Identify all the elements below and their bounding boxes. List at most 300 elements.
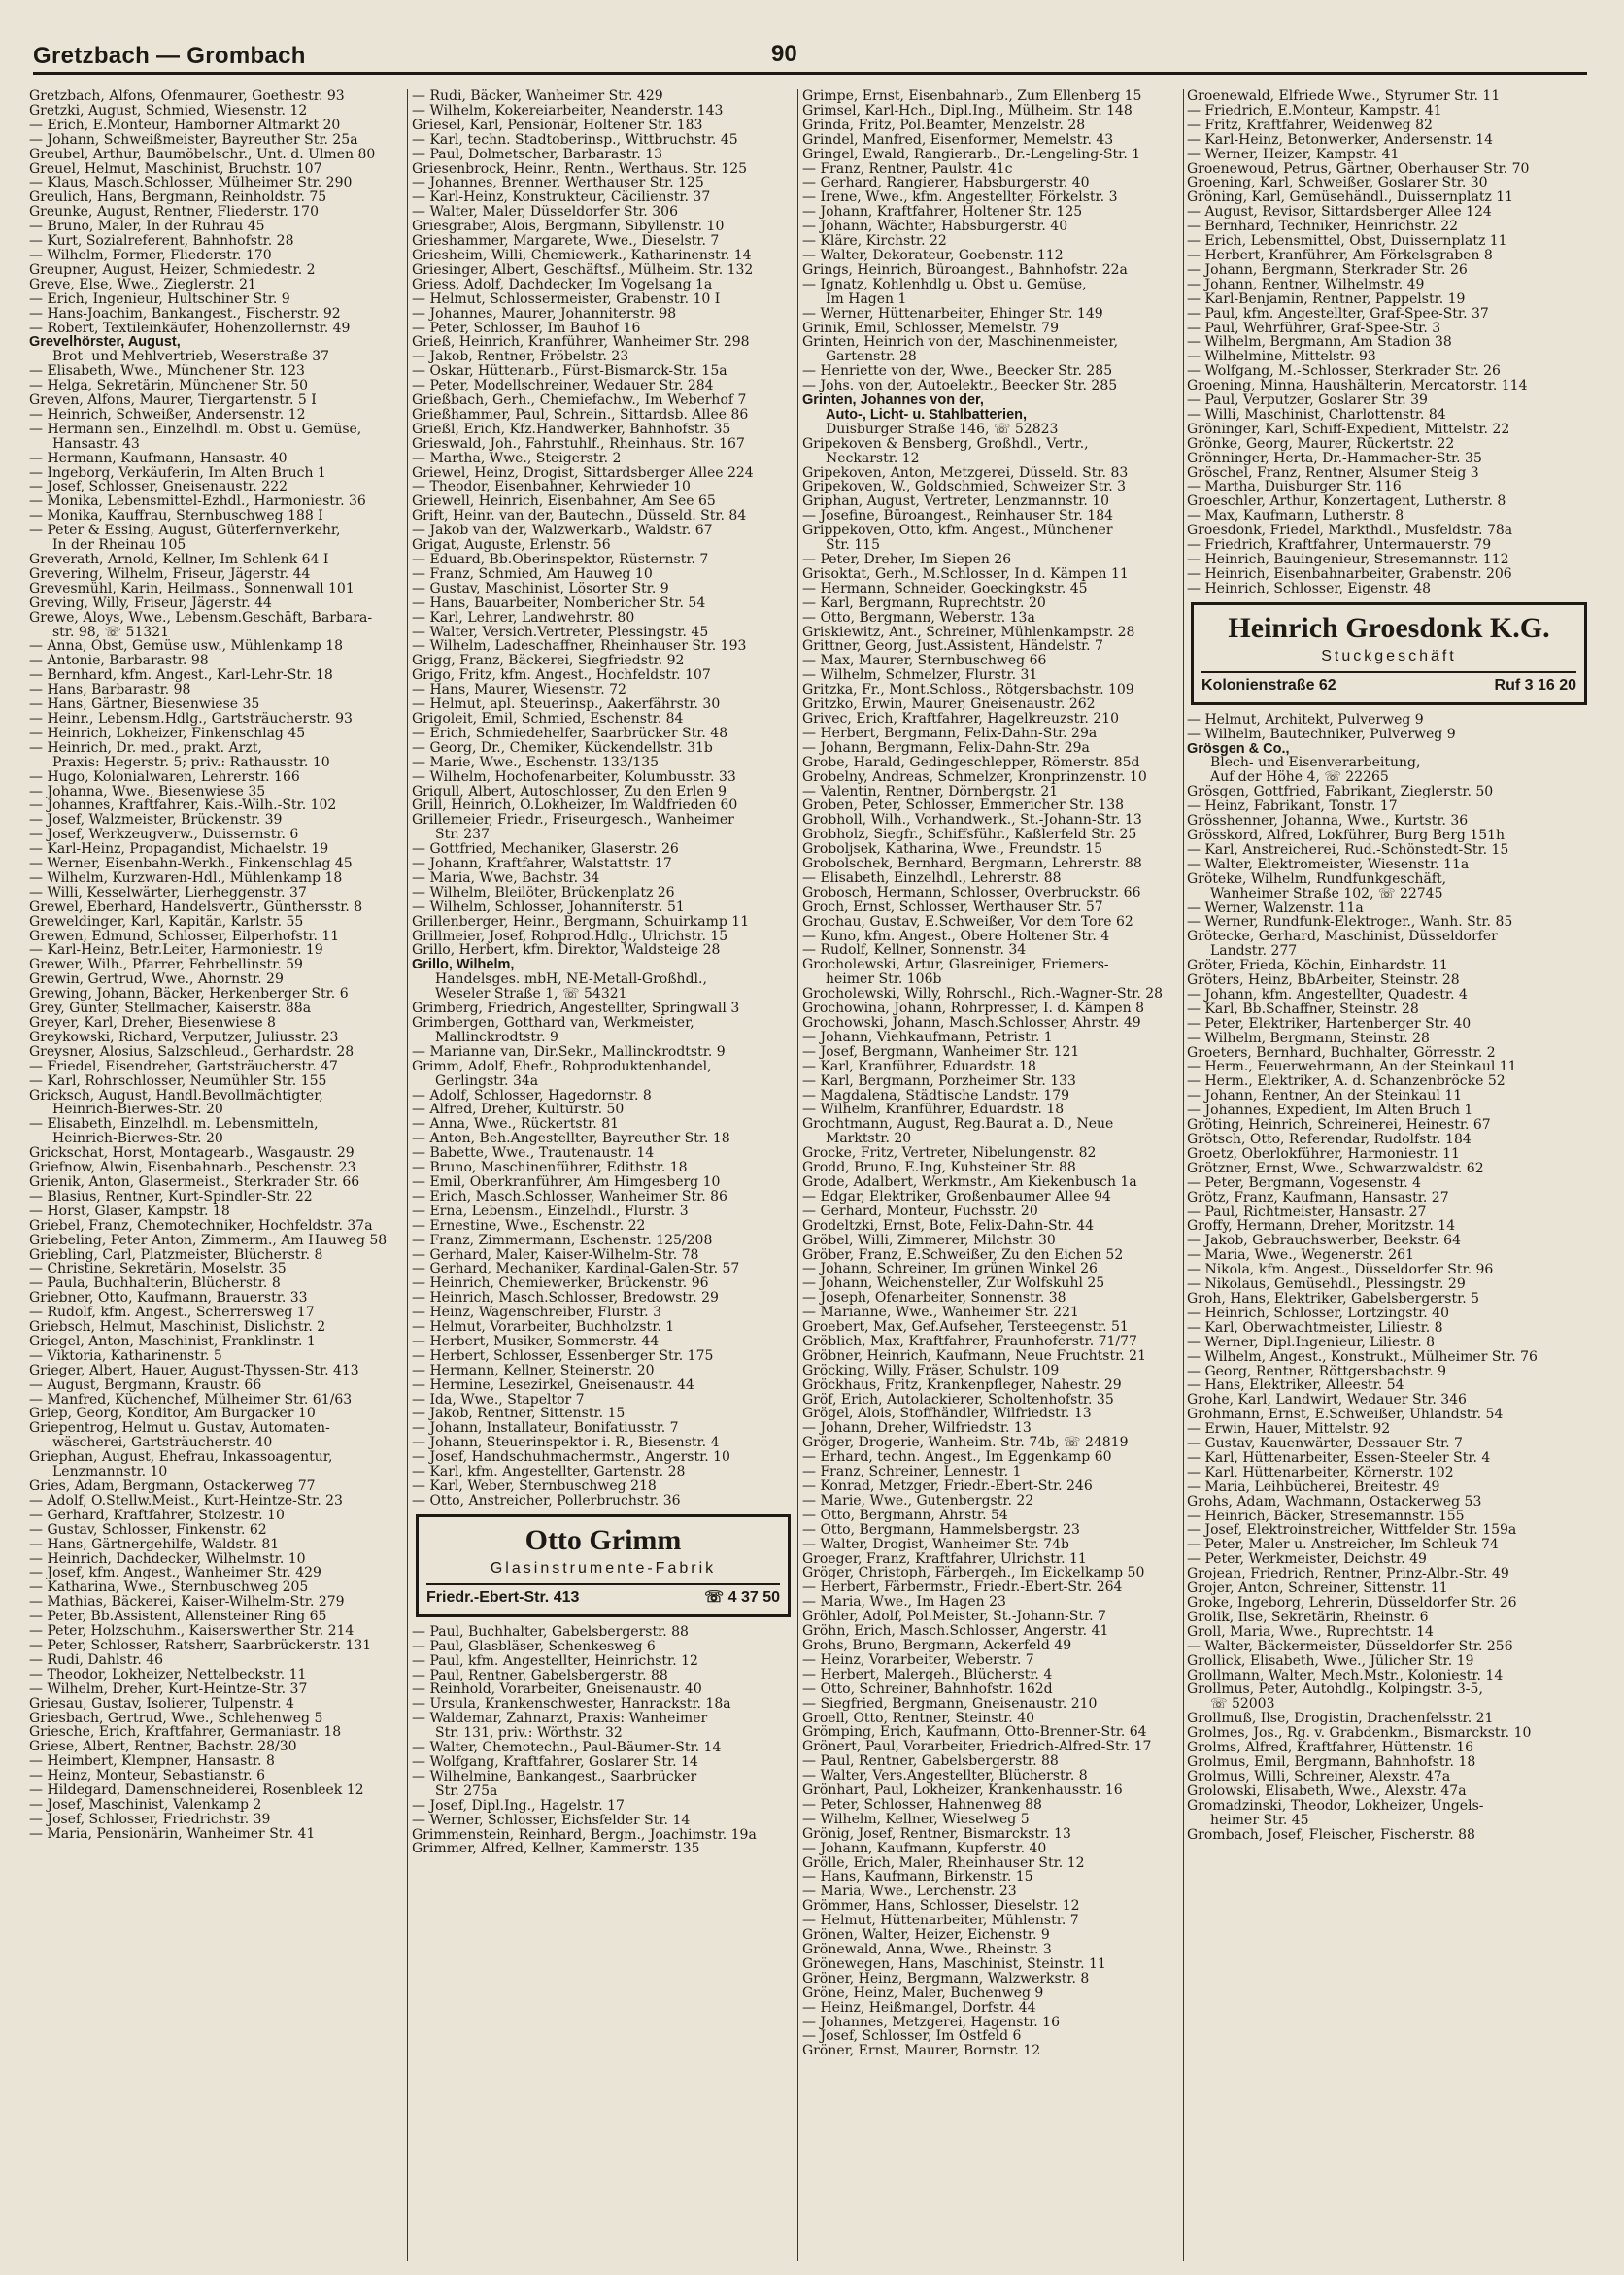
directory-entry: — Valentin, Rentner, Dörnbergstr. 21 <box>802 784 1059 799</box>
directory-entry: — Wilhelm, Hochofenarbeiter, Kolumbusstr. 33 <box>412 769 736 785</box>
ad-company-subtitle: Stuckgeschäft <box>1321 647 1457 664</box>
directory-entry: — Werner, Hüttenarbeiter, Ehinger Str. 149 <box>802 306 1103 322</box>
directory-entry: — Wilhelm, Bautechniker, Pulverweg 9 <box>1187 727 1456 742</box>
directory-entry: — Kläre, Kirchstr. 22 <box>802 234 947 249</box>
directory-entry: Griesgraber, Alois, Bergmann, Sibyllenstr. 10 <box>412 220 725 235</box>
ad-company-subtitle: Glasinstrumente-Fabrik <box>490 1559 717 1577</box>
directory-entry: — Johann, kfm. Angestellter, Quadestr. 4 <box>1187 987 1468 1002</box>
directory-entry: — Heinrich, Schlosser, Lortzingstr. 40 <box>1187 1306 1449 1321</box>
directory-entry: — Johann, Steuerinspektor i. R., Biesenstr. 4 <box>412 1436 720 1451</box>
ad-company-name: Heinrich Groesdonk K.G. <box>1228 611 1550 644</box>
directory-entry: Grötz, Franz, Kaufmann, Hansastr. 27 <box>1187 1190 1449 1205</box>
directory-entry: Grill, Heinrich, O.Lokheizer, Im Waldfrieden 60 <box>412 798 738 814</box>
directory-entry: Griewell, Heinrich, Eisenbahner, Am See 65 <box>412 494 716 510</box>
directory-entry: — Elisabeth, Wwe., Münchener Str. 123 <box>29 364 305 380</box>
directory-entry: — Hans-Joachim, Bankangest., Fischerstr. 92 <box>29 306 341 322</box>
directory-entry: — Theodor, Lokheizer, Nettelbeckstr. 11 <box>29 1667 307 1682</box>
directory-entry: — Karl, Rohrschlosser, Neumühler Str. 155 <box>29 1073 327 1089</box>
directory-entry: — Josef, Schlosser, Gneisenaustr. 222 <box>29 480 288 495</box>
directory-entry: — Wilhelmine, Bankangest., Saarbrücker <box>412 1769 697 1784</box>
directory-entry: — Helmut, Schlossermeister, Grabenstr. 10 I <box>412 291 721 307</box>
directory-entry: Grocke, Fritz, Vertreter, Nibelungenstr. 82 <box>802 1146 1097 1162</box>
directory-entry: — Hermann sen., Einzelhdl. m. Obst u. Gemüse, <box>29 422 362 437</box>
ad-address: Friedr.-Ebert-Str. 413 <box>426 1588 580 1606</box>
directory-entry: Heinrich-Bierwes-Str. 20 <box>52 1103 223 1118</box>
directory-entry: — Blasius, Rentner, Kurt-Spindler-Str. 22 <box>29 1189 313 1205</box>
directory-entry: Groell, Otto, Rentner, Steinstr. 40 <box>802 1711 1035 1726</box>
directory-entry: Grinik, Emil, Schlosser, Memelstr. 79 <box>802 321 1059 336</box>
directory-entry: Gröger, Drogerie, Wanheim. Str. 74b, ☏ 24819 <box>802 1436 1129 1451</box>
directory-entry: Grodd, Bruno, E.Ing, Kuhsteiner Str. 88 <box>802 1161 1076 1175</box>
directory-entry: Groening, Karl, Schweißer, Goslarer Str. 30 <box>1187 176 1488 191</box>
directory-entry: — Kuno, kfm. Angest., Obere Holtener Str. 4 <box>802 929 1110 944</box>
directory-entry: — Otto, Anstreicher, Pollerbruchstr. 36 <box>412 1493 681 1509</box>
directory-entry: Grohe, Karl, Landwirt, Wedauer Str. 346 <box>1187 1393 1467 1409</box>
directory-entry: Grobe, Harald, Gedingeschlepper, Römerstr. 85d <box>802 755 1140 770</box>
directory-entry: Grollmann, Walter, Mech.Mstr., Koloniestr. 14 <box>1187 1668 1504 1683</box>
directory-entry: — Heinz, Wagenschreiber, Flurstr. 3 <box>412 1306 661 1321</box>
directory-entry: — Alfred, Dreher, Kulturstr. 50 <box>412 1103 625 1118</box>
directory-entry: — Heinz, Heißmangel, Dorfstr. 44 <box>802 2000 1036 2016</box>
directory-entry: Grigull, Albert, Autoschlosser, Zu den Erlen 9 <box>412 784 727 799</box>
directory-entry: Griesbach, Gertrud, Wwe., Schlehenweg 5 <box>29 1711 323 1726</box>
directory-entry: — Anna, Obst, Gemüse usw., Mühlenkamp 18 <box>29 639 344 655</box>
directory-entry: — Franz, Schreiner, Lennestr. 1 <box>802 1465 1022 1479</box>
directory-entry: — Erhard, techn. Angest., Im Eggenkamp 60 <box>802 1450 1112 1466</box>
directory-entry: Groenewald, Elfriede Wwe., Styrumer Str. 11 <box>1187 89 1501 104</box>
ad-phone: Ruf 3 16 20 <box>1494 676 1576 694</box>
directory-entry: Grojer, Anton, Schreiner, Sittenstr. 11 <box>1187 1581 1448 1596</box>
directory-entry: Gröter, Frieda, Köchin, Einhardstr. 11 <box>1187 959 1448 974</box>
directory-entry: — Karl, Lehrer, Landwehrstr. 80 <box>412 610 635 626</box>
directory-entry: — Max, Maurer, Sternbuschweg 66 <box>802 654 1047 669</box>
directory-entry: Grohs, Bruno, Bergmann, Ackerfeld 49 <box>802 1638 1072 1653</box>
directory-entry: — Heinrich, Lokheizer, Finkenschlag 45 <box>29 726 306 741</box>
directory-entry: Gromadzinski, Theodor, Lokheizer, Ungels- <box>1187 1798 1484 1814</box>
directory-entry: — Marianne van, Dir.Sekr., Mallinckrodtstr. 9 <box>412 1044 726 1060</box>
directory-entry: Grobelny, Andreas, Schmelzer, Kronprinzenstr. 10 <box>802 769 1147 785</box>
directory-entry: — Adolf, O.Stellw.Meist., Kurt-Heintze-Str. 23 <box>29 1493 343 1509</box>
directory-entry: — Hermann, Kellner, Steinerstr. 20 <box>412 1363 655 1378</box>
directory-entry: — Peter, Maler u. Anstreicher, Im Schleuk 74 <box>1187 1538 1499 1553</box>
directory-entry: Grinten, Heinrich von der, Maschinenmeister, <box>802 335 1119 351</box>
directory-entry: Grohmann, Ernst, E.Schweißer, Uhlandstr. 54 <box>1187 1408 1504 1423</box>
column-divider <box>797 89 798 2261</box>
directory-entry: — Oskar, Hüttenarb., Fürst-Bismarck-Str. 15a <box>412 364 727 380</box>
directory-entry: — Karl, Bergmann, Porzheimer Str. 133 <box>802 1073 1076 1089</box>
directory-entry: — Marie, Wwe., Gutenbergstr. 22 <box>802 1493 1034 1509</box>
directory-entry: Grießl, Erich, Kfz.Handwerker, Bahnhofstr. 35 <box>412 422 731 437</box>
directory-entry: — Wilhelm, Ladeschaffner, Rheinhauser Str. 193 <box>412 639 747 655</box>
directory-entry: Grieswald, Joh., Fahrstuhlf., Rheinhaus. Str. 167 <box>412 436 745 452</box>
directory-entry: — Wolfgang, Kraftfahrer, Goslarer Str. 14 <box>412 1754 698 1770</box>
ad-phone: ☏ 4 37 50 <box>704 1588 780 1606</box>
directory-entry: Marktstr. 20 <box>826 1132 912 1147</box>
directory-entry: — Werner, Rundfunk-Elektroger., Wanh. Str. 85 <box>1187 915 1513 931</box>
directory-entry: Greunke, August, Rentner, Fliederstr. 170 <box>29 205 319 221</box>
directory-entry: Grönig, Josef, Rentner, Bismarckstr. 13 <box>802 1826 1071 1842</box>
directory-entry: Grimm, Adolf, Ehefr., Rohproduktenhandel, <box>412 1059 712 1074</box>
directory-entry: — Hermann, Schneider, Goeckingkstr. 45 <box>802 581 1088 596</box>
directory-entry: — Robert, Textileinkäufer, Hohenzollernstr. 49 <box>29 321 351 336</box>
directory-entry: — Erich, E.Monteur, Hamborner Altmarkt 20 <box>29 118 341 133</box>
directory-entry: — Ernestine, Wwe., Eschenstr. 22 <box>412 1218 646 1234</box>
directory-entry: Handelsges. mbH, NE-Metall-Großhdl., <box>435 972 707 988</box>
directory-entry: Gritzka, Fr., Mont.Schloss., Rötgersbachstr. 109 <box>802 683 1134 698</box>
directory-entry: — Wilhelm, Kellner, Wieselweg 5 <box>802 1812 1030 1827</box>
directory-entry: — Monika, Kauffrau, Sternbuschweg 188 I <box>29 509 323 525</box>
directory-entry: — Josef, Dipl.Ing., Hagelstr. 17 <box>412 1798 625 1814</box>
directory-entry: Grötecke, Gerhard, Maschinist, Düsseldorfer <box>1187 930 1498 945</box>
directory-entry: — Johs. von der, Autoelektr., Beecker Str. 285 <box>802 379 1118 394</box>
directory-entry: Gritzko, Erwin, Maurer, Gneisenaustr. 262 <box>802 697 1096 712</box>
directory-entry: Mallinckrodtstr. 9 <box>435 1030 558 1045</box>
directory-entry: — Heinrich, Schlosser, Eigenstr. 48 <box>1187 581 1432 596</box>
directory-entry: — Gustav, Maschinist, Lösorter Str. 9 <box>412 581 669 596</box>
directory-entry: Grillemeier, Friedr., Friseurgesch., Wanheimer <box>412 813 734 829</box>
directory-entry: — Hans, Bauarbeiter, Nombericher Str. 54 <box>412 595 706 611</box>
directory-entry: — Johannes, Maurer, Johanniterstr. 98 <box>412 306 677 322</box>
directory-entry: — Friedel, Eisendreher, Gartsträucherstr. 47 <box>29 1059 338 1074</box>
directory-entry: — Herbert, Bergmann, Felix-Dahn-Str. 29a <box>802 726 1098 741</box>
directory-entry: Gretzki, August, Schmied, Wiesenstr. 12 <box>29 103 308 119</box>
directory-entry: Griepentrog, Helmut u. Gustav, Automaten- <box>29 1421 330 1437</box>
directory-entry: Grodeltzki, Ernst, Bote, Felix-Dahn-Str. 44 <box>802 1218 1095 1234</box>
directory-entry: — August, Bergmann, Kraustr. 66 <box>29 1377 262 1393</box>
directory-entry: — Heinz, Monteur, Sebastianstr. 6 <box>29 1769 266 1784</box>
directory-entry: Griesinger, Albert, Geschäftsf., Mülheim. Str. 132 <box>412 262 754 278</box>
directory-entry: — Heinr., Lebensm.Hdlg., Gartsträucherstr. 93 <box>29 711 353 727</box>
directory-entry: Gröting, Heinrich, Schreinerei, Heinestr. 67 <box>1187 1118 1491 1133</box>
directory-entry: — Maria, Wwe., Wegenerstr. 261 <box>1187 1248 1414 1264</box>
directory-entry: — Herbert, Kranführer, Am Förkelsgraben 8 <box>1187 248 1493 263</box>
directory-entry: Gripekoven, Anton, Metzgerei, Düsseld. Str. 83 <box>802 465 1129 481</box>
directory-entry: Gretzbach, Alfons, Ofenmaurer, Goethestr. 93 <box>29 89 345 104</box>
directory-entry: — Peter, Bb.Assistent, Allensteiner Ring 65 <box>29 1610 327 1625</box>
directory-entry: — Josef, Elektroinstreicher, Wittfelder Str. 159a <box>1187 1523 1517 1539</box>
directory-entry: Grisoktat, Gerh., M.Schlosser, In d. Kämpen 11 <box>802 566 1129 582</box>
directory-entry: — Johannes, Brenner, Werthauser Str. 125 <box>412 176 704 191</box>
directory-entry: — Peter, Schlosser, Im Bauhof 16 <box>412 321 641 336</box>
directory-entry: — Paul, Glasbläser, Schenkesweg 6 <box>412 1639 656 1654</box>
directory-entry: — Friedrich, E.Monteur, Kampstr. 41 <box>1187 103 1442 119</box>
directory-entry: Gröters, Heinz, BbArbeiter, Steinstr. 28 <box>1187 973 1460 988</box>
directory-entry: Gröger, Christoph, Färbergeh., Im Eickelkamp 50 <box>802 1566 1145 1581</box>
directory-entry: — Franz, Zimmermann, Eschenstr. 125/208 <box>412 1233 713 1248</box>
directory-entry: Grippekoven, Otto, kfm. Angest., Münchener <box>802 524 1113 539</box>
directory-entry: — Heinrich, Schweißer, Andersenstr. 12 <box>29 407 306 423</box>
directory-entry: — Gustav, Schlosser, Finkenstr. 62 <box>29 1522 267 1538</box>
directory-entry: — Gerhard, Maler, Kaiser-Wilhelm-Str. 78 <box>412 1247 699 1263</box>
directory-entry: — Franz, Schmied, Am Hauweg 10 <box>412 566 653 582</box>
directory-entry: — Paul, kfm. Angestellter, Graf-Spee-Str. 37 <box>1187 306 1489 322</box>
directory-entry: Neckarstr. 12 <box>826 451 920 466</box>
directory-entry: Grochau, Gustav, E.Schweißer, Vor dem Tore 62 <box>802 914 1133 930</box>
directory-entry: — Gerhard, Mechaniker, Kardinal-Galen-Str. 57 <box>412 1262 740 1277</box>
directory-entry: — Ingeborg, Verkäuferin, Im Alten Bruch 1 <box>29 465 326 481</box>
directory-entry: — Maria, Leihbücherei, Breitestr. 49 <box>1187 1479 1440 1495</box>
directory-entry: Blech- und Eisenverarbeitung, <box>1210 756 1421 771</box>
directory-entry: Grollmus, Peter, Autohdlg., Kolpingstr. 3-5, <box>1187 1682 1483 1698</box>
directory-entry: Grienik, Anton, Glasermeist., Sterkrader Str. 66 <box>29 1174 360 1190</box>
directory-entry: Griebeling, Peter Anton, Zimmerm., Am Hauweg 58 <box>29 1233 388 1248</box>
directory-entry: Grevering, Wilhelm, Friseur, Jägerstr. 44 <box>29 566 311 582</box>
page-header <box>33 39 1587 82</box>
directory-entry: — Walter, Dekorateur, Goebenstr. 112 <box>802 248 1064 263</box>
directory-entry: — August, Revisor, Sittardsberger Allee 124 <box>1187 205 1492 221</box>
directory-entry: — Karl-Heinz, Konstrukteur, Cäcilienstr. 37 <box>412 190 711 206</box>
directory-entry: — Georg, Dr., Chemiker, Kückendellstr. 31b <box>412 740 713 756</box>
directory-entry: Grötsch, Otto, Referendar, Rudolfstr. 184 <box>1187 1133 1472 1147</box>
directory-entry: Griegel, Anton, Maschinist, Franklinstr. 1 <box>29 1334 316 1349</box>
directory-entry: wäscherei, Gartsträucherstr. 40 <box>52 1436 273 1451</box>
directory-entry: Grigg, Franz, Bäckerei, Siegfriedstr. 92 <box>412 654 685 669</box>
directory-entry: — Gerhard, Rangierer, Habsburgerstr. 40 <box>802 176 1090 191</box>
directory-entry: — Jakob van der, Walzwerkarb., Waldstr. 67 <box>412 524 713 539</box>
directory-entry: — Walter, Chemotechn., Paul-Bäumer-Str. 14 <box>412 1741 722 1755</box>
directory-entry: — Johann, Schreiner, Im grünen Winkel 26 <box>802 1262 1098 1277</box>
directory-entry: — Peter, Bergmann, Vogesenstr. 4 <box>1187 1175 1422 1191</box>
directory-entry: — Wilhelm, Schlosser, Johanniterstr. 51 <box>412 900 685 915</box>
directory-entry: Grögel, Alois, Stoffhändler, Wilfriedstr. 13 <box>802 1407 1092 1422</box>
directory-entry: — Erich, Ingenieur, Hultschiner Str. 9 <box>29 291 290 307</box>
directory-entry: Greyer, Karl, Dreher, Biesenwiese 8 <box>29 1016 276 1031</box>
directory-entry: Str. 275a <box>435 1783 498 1799</box>
directory-entry: Gartenstr. 28 <box>826 350 917 365</box>
directory-entry: — Walter, Maler, Düsseldorfer Str. 306 <box>412 205 678 221</box>
directory-entry: — Wilhelm, Kurzwaren-Hdl., Mühlenkamp 18 <box>29 870 343 886</box>
directory-entry: — Peter, Modellschreiner, Wedauer Str. 284 <box>412 379 714 394</box>
directory-entry: — Kurt, Sozialreferent, Bahnhofstr. 28 <box>29 234 294 249</box>
directory-entry: — Hermine, Lesezirkel, Gneisenaustr. 44 <box>412 1377 694 1393</box>
directory-entry: Grombach, Josef, Fleischer, Fischerstr. 88 <box>1187 1827 1475 1843</box>
directory-entry: Grivec, Erich, Kraftfahrer, Hagelkreuzstr. 210 <box>802 711 1120 727</box>
directory-entry: — Johannes, Metzgerei, Hagenstr. 16 <box>802 2015 1060 2030</box>
directory-entry: — Johannes, Expedient, Im Alten Bruch 1 <box>1187 1104 1473 1119</box>
directory-entry: — Josef, Schlosser, Im Ostfeld 6 <box>802 2029 1022 2045</box>
directory-entry: — Elisabeth, Einzelhdl., Lehrerstr. 88 <box>802 870 1062 886</box>
directory-entry: — Franz, Rentner, Paulstr. 41c <box>802 161 1013 177</box>
directory-entry: Grings, Heinrich, Büroangest., Bahnhofstr. 22a <box>802 262 1128 278</box>
directory-entry: Griewel, Heinz, Drogist, Sittardsberger Allee 224 <box>412 465 754 481</box>
directory-entry: — Henriette von der, Wwe., Beecker Str. 285 <box>802 364 1113 380</box>
directory-entry: Groeschler, Arthur, Konzertagent, Lutherstr. 8 <box>1187 494 1506 510</box>
directory-entry: Grönen, Walter, Heizer, Eichenstr. 9 <box>802 1928 1050 1943</box>
directory-entry: — Emil, Oberkranführer, Am Himgesberg 10 <box>412 1174 721 1190</box>
directory-entry: Grochowina, Johann, Rohrpresser, I. d. Kämpen 8 <box>802 1002 1144 1016</box>
directory-entry: — Heinrich, Bauingenieur, Stresemannstr. 112 <box>1187 553 1509 567</box>
directory-entry: — Gustav, Kauenwärter, Dessauer Str. 7 <box>1187 1437 1463 1451</box>
directory-entry: Grevesmühl, Karin, Heilmass., Sonnenwall 101 <box>29 581 355 596</box>
directory-entry: Grolmus, Emil, Bergmann, Bahnhofstr. 18 <box>1187 1754 1476 1770</box>
directory-entry: Grieshammer, Margarete, Wwe., Dieselstr. 7 <box>412 234 720 249</box>
directory-entry: — Johann, Wächter, Habsburgerstr. 40 <box>802 220 1068 235</box>
directory-entry: — Anna, Wwe., Rückertstr. 81 <box>412 1117 620 1133</box>
directory-entry: — Konrad, Metzger, Friedr.-Ebert-Str. 246 <box>802 1479 1093 1494</box>
directory-entry: — Heinrich, Masch.Schlosser, Bredowstr. 29 <box>412 1291 719 1307</box>
directory-entry: — Paul, Dolmetscher, Barbarastr. 13 <box>412 147 663 162</box>
directory-entry: Hansastr. 43 <box>52 436 140 452</box>
directory-entry: Grillenberger, Heinr., Bergmann, Schuirkamp 11 <box>412 914 750 930</box>
directory-entry: — Werner, Dipl.Ingenieur, Liliestr. 8 <box>1187 1335 1436 1350</box>
directory-entry: Grolik, Ilse, Sekretärin, Rheinstr. 6 <box>1187 1610 1429 1625</box>
directory-entry: Griesau, Gustav, Isolierer, Tulpenstr. 4 <box>29 1696 294 1712</box>
directory-entry: — Otto, Bergmann, Ahrstr. 54 <box>802 1508 1008 1523</box>
directory-entry: — Johann, Rentner, An der Steinkaul 11 <box>1187 1089 1463 1104</box>
directory-entry: — Wilhelm, Angest., Konstrukt., Mülheimer Str. 76 <box>1187 1349 1538 1365</box>
directory-entry: Griesel, Karl, Pensionär, Holtener Str. 183 <box>412 118 703 133</box>
directory-entry: Griebsch, Helmut, Maschinist, Dislichstr. 2 <box>29 1320 326 1335</box>
directory-entry: Brot- und Mehlvertrieb, Weserstraße 37 <box>52 350 330 365</box>
header-rule <box>33 72 1587 75</box>
directory-entry: — Wilhelm, Schmelzer, Flurstr. 31 <box>802 668 1038 684</box>
directory-entry: — Otto, Bergmann, Hammelsbergstr. 23 <box>802 1522 1080 1538</box>
directory-entry: Grindel, Manfred, Eisenformer, Memelstr. 43 <box>802 132 1114 148</box>
directory-entry: — Karl, Bb.Schaffner, Steinstr. 28 <box>1187 1002 1419 1017</box>
directory-entry: Grösshenner, Johanna, Wwe., Kurtstr. 36 <box>1187 814 1469 829</box>
directory-entry: — Herbert, Musiker, Sommerstr. 44 <box>412 1334 660 1349</box>
directory-entry: Gröhn, Erich, Masch.Schlosser, Angerstr. 41 <box>802 1624 1109 1639</box>
directory-entry: — Maria, Pensionärin, Wanheimer Str. 41 <box>29 1826 316 1842</box>
directory-entry: — Peter & Essing, August, Güterfernverkehr, <box>29 524 341 539</box>
directory-entry: Grohs, Adam, Wachmann, Ostackerweg 53 <box>1187 1494 1482 1510</box>
directory-entry: Grönewegen, Hans, Maschinist, Steinstr. 11 <box>802 1956 1106 1972</box>
directory-entry: — Peter, Holzschuhm., Kaiserswerther Str. 214 <box>29 1624 355 1639</box>
directory-entry: — Babette, Wwe., Trautenaustr. 14 <box>412 1146 655 1162</box>
directory-entry: — Magdalena, Städtische Landstr. 179 <box>802 1088 1070 1104</box>
directory-entry: — Willi, Maschinist, Charlottenstr. 84 <box>1187 407 1446 423</box>
directory-entry: Grift, Heinr. van der, Bautechn., Düsseld. Str. 84 <box>412 509 747 525</box>
directory-entry: Lenzmannstr. 10 <box>52 1465 168 1479</box>
column-divider <box>407 89 408 2261</box>
directory-entry: Auto-, Licht- u. Stahlbatterien, <box>826 407 1028 423</box>
directory-entry: Gripekoven, W., Goldschmied, Schweizer Str. 3 <box>802 480 1127 495</box>
directory-entry: — Wilhelm, Bleilöter, Brückenplatz 26 <box>412 885 675 900</box>
directory-entry: — Erich, Lebensmittel, Obst, Duissernplatz 11 <box>1187 234 1507 249</box>
directory-entry: — Hans, Barbarastr. 98 <box>29 683 191 698</box>
directory-entry: — Herm., Feuerwehrmann, An der Steinkaul 11 <box>1187 1060 1517 1075</box>
directory-entry: Duisburger Straße 146, ☏ 52823 <box>826 422 1059 437</box>
directory-entry: — Karl, Bergmann, Ruprechtstr. 20 <box>802 595 1046 611</box>
ad-divider <box>426 1583 780 1585</box>
directory-entry: — Paul, Rentner, Gabelsbergerstr. 88 <box>412 1668 668 1683</box>
directory-entry: — Rudi, Bäcker, Wanheimer Str. 429 <box>412 89 663 104</box>
directory-entry: — Wilhelm, Bergmann, Am Stadion 38 <box>1187 335 1452 351</box>
directory-entry: str. 98, ☏ 51321 <box>52 625 170 640</box>
directory-entry: — Herm., Elektriker, A. d. Schanzenbröcke 52 <box>1187 1074 1506 1090</box>
directory-entry: — Karl, Hüttenarbeiter, Essen-Steeler Str. 4 <box>1187 1450 1491 1466</box>
directory-entry: — Jakob, Rentner, Fröbelstr. 23 <box>412 350 629 365</box>
directory-entry: Grigo, Fritz, kfm. Angest., Hochfeldstr. 107 <box>412 668 711 684</box>
ad-company-name: Otto Grimm <box>524 1523 682 1556</box>
directory-entry: Str. 237 <box>435 828 490 843</box>
directory-entry: — Paul, Buchhalter, Gabelsbergerstr. 88 <box>412 1624 689 1640</box>
directory-entry: Grolowski, Elisabeth, Wwe., Alexstr. 47a <box>1187 1783 1467 1799</box>
directory-entry: — Ursula, Krankenschwester, Hanrackstr. 18a <box>412 1697 731 1713</box>
directory-entry: — Helga, Sekretärin, Münchener Str. 50 <box>29 379 309 394</box>
directory-entry: Grolms, Alfred, Kraftfahrer, Hüttenstr. 16 <box>1187 1741 1474 1755</box>
directory-entry: — Karl, Hüttenarbeiter, Körnerstr. 102 <box>1187 1465 1454 1480</box>
directory-entry: Groeger, Franz, Kraftfahrer, Ulrichstr. 11 <box>802 1551 1087 1567</box>
directory-entry: — Horst, Glaser, Kampstr. 18 <box>29 1204 230 1219</box>
directory-entry: Gröne, Heinz, Maler, Buchenweg 9 <box>802 1986 1044 2001</box>
directory-entry: — Manfred, Küchenchef, Mülheimer Str. 61/63 <box>29 1392 353 1408</box>
directory-entry: Groh, Hans, Elektriker, Gabelsbergerstr. 5 <box>1187 1291 1480 1307</box>
directory-entry: — Helmut, apl. Steuerinsp., Aakerfährstr. 30 <box>412 697 721 712</box>
directory-entry: — Nikola, kfm. Angest., Düsseldorfer Str. 96 <box>1187 1263 1494 1278</box>
directory-entry: Grimpe, Ernst, Eisenbahnarb., Zum Ellenberg 15 <box>802 89 1142 104</box>
directory-entry: Greve, Else, Wwe., Zieglerstr. 21 <box>29 277 256 292</box>
directory-entry: Griebner, Otto, Kaufmann, Brauerstr. 33 <box>29 1291 308 1307</box>
directory-entry: Grewe, Aloys, Wwe., Lebensm.Geschäft, Barbara- <box>29 610 373 626</box>
directory-entry: — Paul, Verputzer, Goslarer Str. 39 <box>1187 393 1428 408</box>
directory-entry: Grittner, Georg, Just.Assistent, Händelstr. 7 <box>802 639 1103 655</box>
directory-entry: — Joseph, Ofenarbeiter, Sonnenstr. 38 <box>802 1291 1066 1307</box>
directory-entry: Gricksch, August, Handl.Bevollmächtigter, <box>29 1088 323 1104</box>
directory-entry: Grimmenstein, Reinhard, Bergm., Joachimstr. 19a <box>412 1827 757 1843</box>
directory-entry: Grösgen, Gottfried, Fabrikant, Zieglerstr. 50 <box>1187 785 1494 800</box>
directory-entry: — Georg, Rentner, Röttgersbachstr. 9 <box>1187 1364 1447 1379</box>
directory-entry: Grönewald, Anna, Wwe., Rheinstr. 3 <box>802 1943 1052 1957</box>
directory-entry: Greulich, Hans, Bergmann, Reinholdstr. 75 <box>29 190 327 206</box>
directory-entry: — Wilhelmine, Mittelstr. 93 <box>1187 350 1376 365</box>
directory-entry: Gröteke, Wilhelm, Rundfunkgeschäft, <box>1187 871 1447 887</box>
directory-entry: — Viktoria, Katharinenstr. 5 <box>29 1348 222 1364</box>
directory-entry: — Walter, Elektromeister, Wiesenstr. 11a <box>1187 857 1470 872</box>
directory-entry: Gröber, Franz, E.Schweißer, Zu den Eichen 52 <box>802 1247 1124 1263</box>
directory-entry: — Gerhard, Kraftfahrer, Stolzestr. 10 <box>29 1508 285 1523</box>
directory-entry: Groffy, Hermann, Dreher, Moritzstr. 14 <box>1187 1219 1456 1235</box>
directory-entry: — Wilhelm, Former, Fliederstr. 170 <box>29 248 272 263</box>
directory-entry: — Peter, Elektriker, Hartenberger Str. 40 <box>1187 1016 1472 1032</box>
directory-entry: Grolmes, Jos., Rg. v. Grabdenkm., Bismarckstr. 10 <box>1187 1726 1532 1742</box>
directory-entry: — Jakob, Gebrauchswerber, Beekstr. 64 <box>1187 1234 1461 1249</box>
directory-entry: Griese, Albert, Rentner, Bachstr. 28/30 <box>29 1740 297 1755</box>
directory-entry: — Mathias, Bäckerei, Kaiser-Wilhelm-Str. 279 <box>29 1595 345 1611</box>
directory-entry: Greubel, Arthur, Baumöbelschr., Unt. d. Ulmen 80 <box>29 147 376 162</box>
directory-entry: — Maria, Wwe., Im Hagen 23 <box>802 1595 1006 1611</box>
directory-entry: Grewen, Edmund, Schlosser, Eilperhofstr. 11 <box>29 929 340 944</box>
directory-entry: — Karl, kfm. Angestellter, Gartenstr. 28 <box>412 1465 686 1479</box>
directory-entry: ☏ 52003 <box>1210 1697 1275 1713</box>
directory-entry: — Karl, Anstreicherei, Rud.-Schönstedt-Str. 15 <box>1187 842 1509 858</box>
directory-entry: Gerlingstr. 34a <box>435 1073 539 1089</box>
directory-entry: Gröning, Karl, Gemüsehändl., Duissernplatz 11 <box>1187 190 1514 206</box>
directory-entry: Grimsel, Karl-Hch., Dipl.Ing., Mülheim. Str. 148 <box>802 103 1133 119</box>
directory-entry: Gringel, Ewald, Rangierarb., Dr.-Lengeling-Str. 1 <box>802 147 1141 162</box>
directory-entry: — Werner, Walzenstr. 11a <box>1187 900 1364 916</box>
directory-entry: Greuel, Helmut, Maschinist, Bruchstr. 107 <box>29 161 322 177</box>
directory-entry: — Josefine, Büroangest., Reinhauser Str. 184 <box>802 509 1114 525</box>
directory-column-1 <box>29 89 404 2265</box>
directory-entry: — Otto, Bergmann, Weberstr. 13a <box>802 610 1035 626</box>
directory-entry: Grojean, Friedrich, Rentner, Prinz-Albr.-Str. 49 <box>1187 1567 1509 1582</box>
directory-entry: Griefnow, Alwin, Eisenbahnarb., Peschenstr. 23 <box>29 1161 356 1175</box>
directory-entry: — Johann, Weichensteller, Zur Wolfskuhl 25 <box>802 1276 1105 1292</box>
directory-entry: — Heinrich, Eisenbahnarbeiter, Grabenstr. 206 <box>1187 566 1512 582</box>
directory-entry: — Antonie, Barbarastr. 98 <box>29 654 209 669</box>
directory-entry: Grinda, Fritz, Pol.Beamter, Menzelstr. 28 <box>802 118 1086 133</box>
directory-entry: — Helmut, Vorarbeiter, Buchholzstr. 1 <box>412 1320 675 1335</box>
directory-entry: Griebling, Carl, Platzmeister, Blücherstr. 8 <box>29 1247 323 1263</box>
directory-entry: Groll, Maria, Wwe., Ruprechtstr. 14 <box>1187 1624 1434 1640</box>
directory-entry: — Johann, Installateur, Bonifatiusstr. 7 <box>412 1421 679 1437</box>
directory-entry: Grillo, Wilhelm, <box>412 958 515 973</box>
directory-entry: — Werner, Eisenbahn-Werkh., Finkenschlag 45 <box>29 857 353 871</box>
directory-entry: Str. 115 <box>826 538 880 553</box>
directory-entry: — Maria, Wwe., Lerchenstr. 23 <box>802 1885 1017 1900</box>
directory-entry: heimer Str. 45 <box>1210 1813 1309 1828</box>
